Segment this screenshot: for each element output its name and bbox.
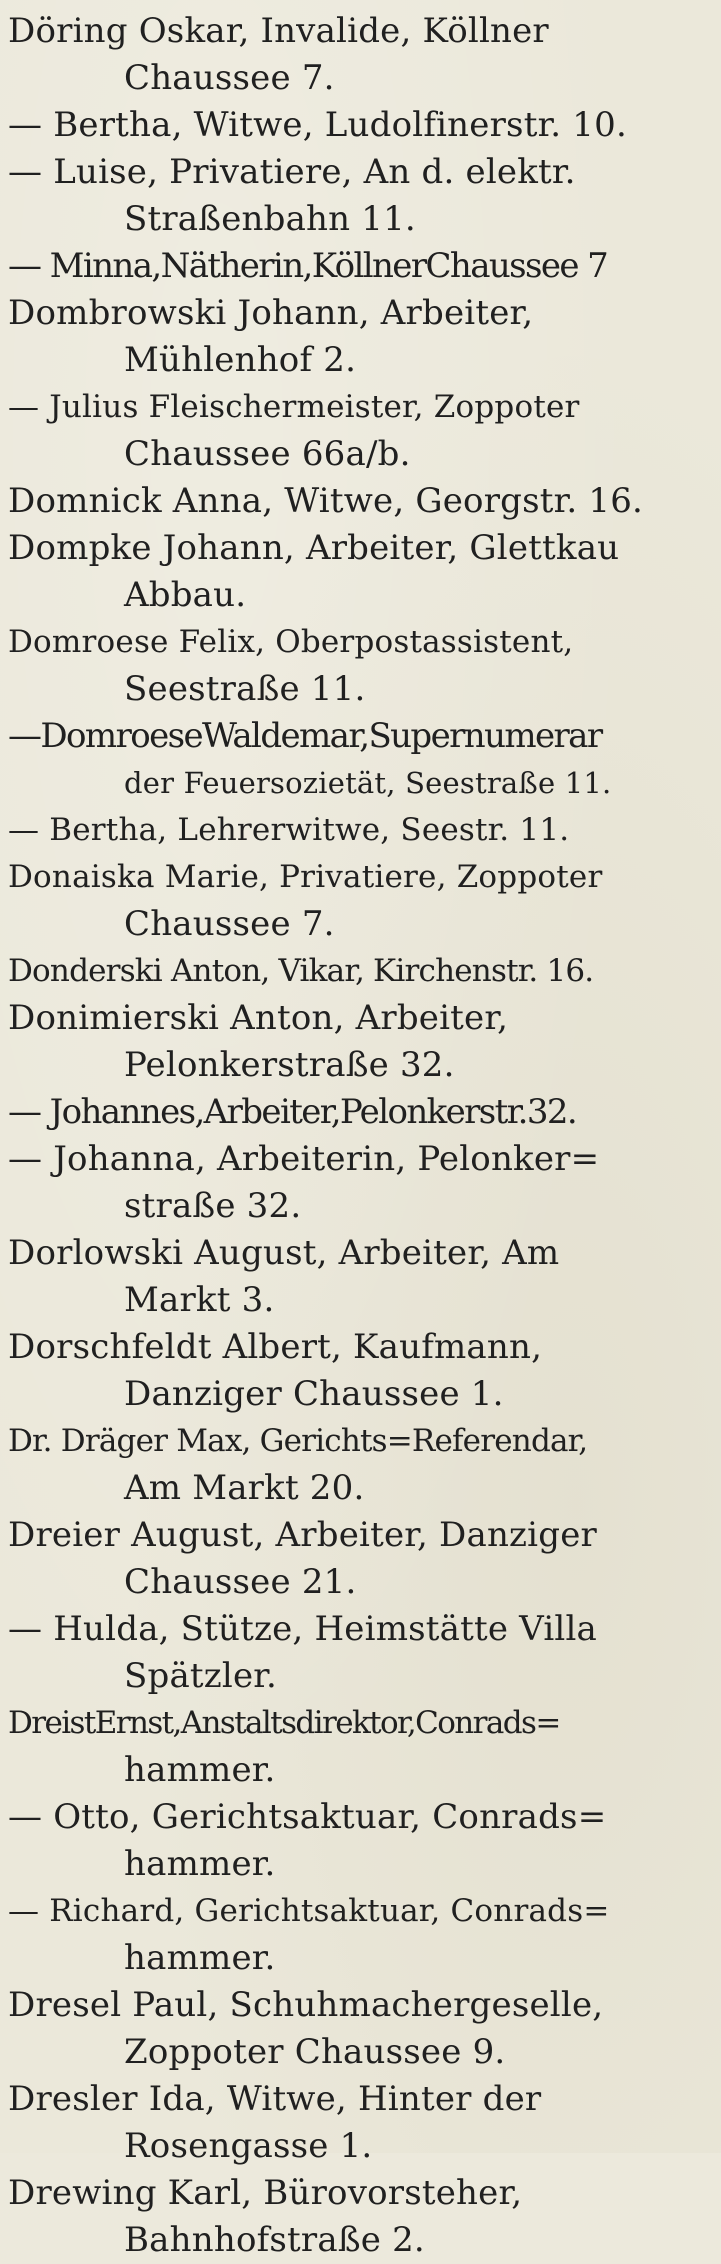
entry-line: — Hulda, Stütze, Heimstätte Villa (8, 1609, 598, 1649)
entry-line-continuation: Chaussee 7. (124, 904, 335, 944)
entry-dresel-paul (8, 1982, 711, 2076)
entry-line-continuation: Straßenbahn 11. (124, 199, 416, 239)
entry-minna (8, 243, 711, 290)
entry-otto (8, 1794, 711, 1888)
entry-dorlowski-august (8, 1230, 711, 1324)
entry-bertha (8, 102, 711, 149)
entry-donimierski-anton (8, 995, 711, 1089)
entry-domroese-felix (8, 619, 711, 713)
entry-line-continuation: der Feuersozietät, Seestraße 11. (124, 766, 612, 800)
entry-line: Dresler Ida, Witwe, Hinter der (8, 2079, 542, 2119)
entry-richard (8, 1888, 711, 1982)
entry-line: Dresel Paul, Schuhmachergeselle, (8, 1985, 604, 2025)
entry-line-continuation: straße 32. (124, 1186, 302, 1226)
entry-bertha-lehrerwitwe (8, 807, 711, 854)
entry-line-continuation: Chaussee 21. (124, 1562, 357, 1602)
entry-line-continuation: Zoppoter Chaussee 9. (124, 2032, 506, 2072)
entry-dresler-ida (8, 2076, 711, 2170)
entry-line: — Julius Fleischermeister, Zoppoter (8, 389, 580, 425)
entry-line: Drewing Karl, Bürovorsteher, (8, 2173, 523, 2213)
entry-line-continuation: Pelonkerstraße 32. (124, 1045, 455, 1085)
entry-line-continuation: Abbau. (124, 575, 247, 615)
entry-line-continuation: Spätzler. (124, 1656, 278, 1696)
entry-line-continuation: hammer. (124, 1750, 276, 1790)
entry-line-continuation: Seestraße 11. (124, 669, 366, 709)
entry-line: Domroese Felix, Oberpostassistent, (8, 624, 574, 660)
entry-line-continuation: Am Markt 20. (124, 1468, 365, 1508)
entry-line-continuation: Bahnhofstraße 2. (124, 2220, 425, 2260)
entry-domnick-anna (8, 478, 711, 525)
entry-dompke-johann (8, 525, 711, 619)
entry-doering-oskar (8, 8, 711, 102)
entry-line-continuation: hammer. (124, 1844, 276, 1884)
entry-line-continuation: hammer. (124, 1938, 276, 1978)
entry-line: Dreier August, Arbeiter, Danziger (8, 1515, 597, 1555)
entry-julius (8, 384, 711, 478)
entry-johannes (8, 1089, 711, 1136)
entry-line: Döring Oskar, Invalide, Köllner (8, 11, 549, 51)
entry-line: — Bertha, Lehrerwitwe, Seestr. 11. (8, 812, 570, 848)
entry-line: Dombrowski Johann, Arbeiter, (8, 293, 534, 333)
entry-line: — Richard, Gerichtsaktuar, Conrads= (8, 1893, 610, 1929)
entry-dreist-ernst (8, 1700, 711, 1794)
entry-domroese-waldemar (8, 713, 711, 807)
entry-line: — Bertha, Witwe, Ludolfinerstr. 10. (8, 105, 627, 145)
entry-line: — Johannes,Arbeiter,Pelonkerstr.32. (8, 1092, 577, 1132)
entry-line-continuation: Mühlenhof 2. (124, 340, 357, 380)
entry-line: Donaiska Marie, Privatiere, Zoppoter (8, 859, 603, 895)
entry-line: — Otto, Gerichtsaktuar, Conrads= (8, 1797, 607, 1837)
entry-draeger-max (8, 1418, 711, 1512)
entry-line-continuation: Rosengasse 1. (124, 2126, 373, 2166)
entry-line-continuation: Chaussee 7. (124, 58, 335, 98)
entry-line: Dorschfeldt Albert, Kaufmann, (8, 1327, 543, 1367)
entry-line: Donderski Anton, Vikar, Kirchenstr. 16. (8, 953, 594, 989)
entry-line: —DomroeseWaldemar,Supernumerar (8, 716, 602, 756)
entry-line-continuation: Danziger Chaussee 1. (124, 1374, 504, 1414)
entry-johanna (8, 1136, 711, 1230)
entry-line: Domnick Anna, Witwe, Georgstr. 16. (8, 481, 644, 521)
entry-donaiska-marie (8, 854, 711, 948)
entry-line: Dompke Johann, Arbeiter, Glettkau (8, 528, 620, 568)
entry-hulda (8, 1606, 711, 1700)
entry-line: — Johanna, Arbeiterin, Pelonker= (8, 1139, 600, 1179)
entry-line: Dr. Dräger Max, Gerichts=Referendar, (8, 1423, 588, 1459)
entry-line-continuation: Markt 3. (124, 1280, 275, 1320)
entry-line: DreistErnst,Anstaltsdirektor,Conrads= (8, 1705, 560, 1741)
entry-dreier-august (8, 1512, 711, 1606)
entry-donderski-anton (8, 948, 711, 995)
entry-dombrowski-johann (8, 290, 711, 384)
entry-line: — Minna,Nätherin,KöllnerChaussee 7 (8, 246, 608, 286)
entry-line: — Luise, Privatiere, An d. elektr. (8, 152, 576, 192)
entry-luise (8, 149, 711, 243)
entry-line: Donimierski Anton, Arbeiter, (8, 998, 509, 1038)
entry-line: Dorlowski August, Arbeiter, Am (8, 1233, 560, 1273)
entry-drewing-karl (8, 2170, 711, 2264)
entry-line-continuation: Chaussee 66a/b. (124, 434, 411, 474)
entry-dorschfeldt-albert (8, 1324, 711, 1418)
